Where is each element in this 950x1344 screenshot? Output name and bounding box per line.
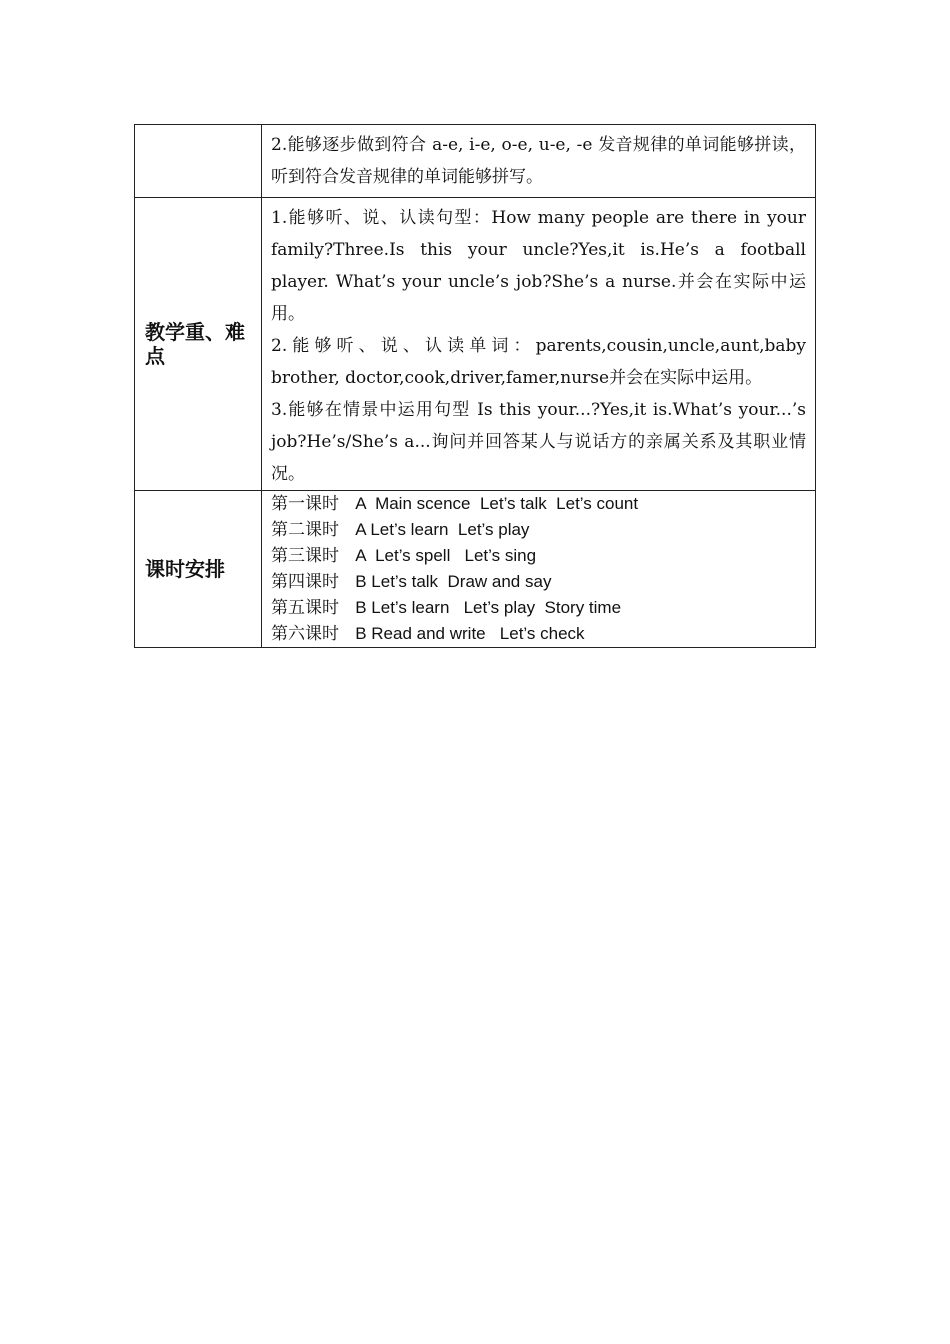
schedule-line [271,621,806,647]
schedule-line [271,491,806,517]
row-content-schedule [262,491,816,648]
schedule-content: B Let’s talk Draw and say [355,572,552,591]
row-label-key-points: 教学重、难点 [135,198,262,491]
key-point-paragraph: 3.能够在情景中运用句型 Is this your...?Yes,it is.What’s your...’s job?He’s/She’s a...询问并回答某人与说话方的亲属关系及其职业情况。 [271,400,806,484]
row-content-key-points [262,198,816,491]
schedule-period: 第一课时 [271,494,339,514]
schedule-period: 第二课时 [271,520,339,540]
table-row [135,198,816,491]
row-label [135,125,262,198]
schedule-content: B Read and write Let’s check [355,624,585,643]
objective-paragraph: 2.能够逐步做到符合 a-e, i-e, o-e, u-e, -e 发音规律的单词能够拼读，听到符合发音规律的单词能够拼写。 [271,135,806,187]
schedule-line [271,543,806,569]
table-row [135,125,816,198]
key-point-paragraph: 1.能够听、说、认读句型：How many people are there in your family?Three.Is this your uncle?Yes,it is.He’s a football player. What’s your uncle’s job?She’s a nurse.并会在实际中运用。 [271,208,806,324]
schedule-period: 第四课时 [271,572,339,592]
schedule-line [271,595,806,621]
schedule-content: A Let’s learn Let’s play [355,520,530,539]
schedule-period: 第六课时 [271,624,339,644]
schedule-content: B Let’s learn Let’s play Story time [355,598,622,617]
schedule-content: A Main scence Let’s talk Let’s count [355,494,639,513]
schedule-period: 第五课时 [271,598,339,618]
lesson-plan-table [134,124,816,648]
schedule-line [271,517,806,543]
row-content [262,125,816,198]
schedule-line [271,569,806,595]
row-label-schedule: 课时安排 [135,491,262,648]
schedule-period: 第三课时 [271,546,339,566]
schedule-content: A Let’s spell Let’s sing [355,546,537,565]
key-point-paragraph: 2.能够听、说、认读单词：parents,cousin,uncle,aunt,baby brother, doctor,cook,driver,famer,nurse并会在实际中运用。 [271,336,806,388]
table-row [135,491,816,648]
